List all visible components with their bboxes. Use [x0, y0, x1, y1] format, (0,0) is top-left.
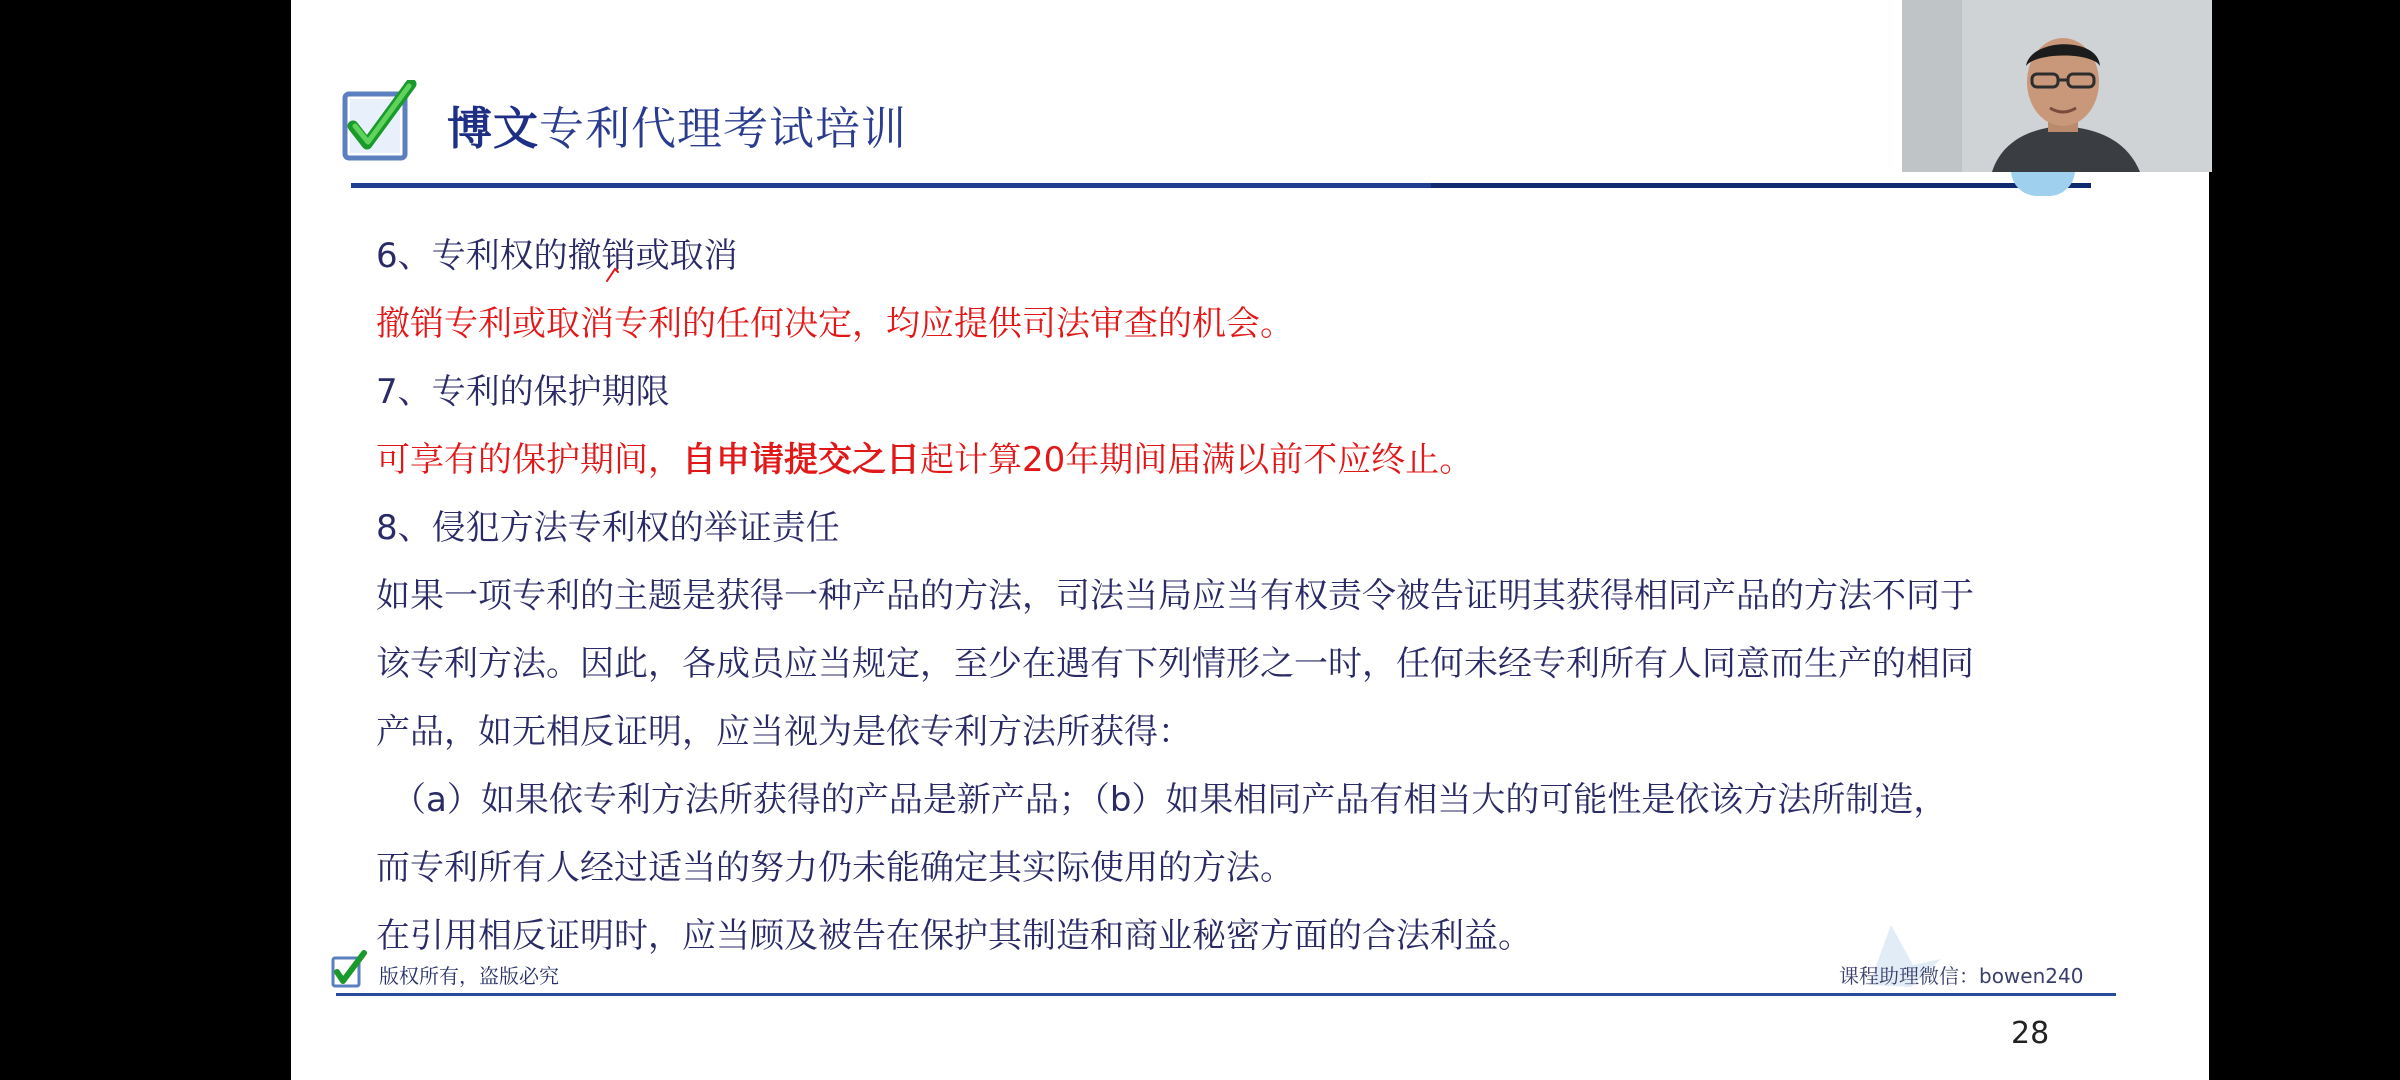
paragraph-burden-line-1: 如果一项专利的主题是获得一种产品的方法，司法当局应当有权责令被告证明其获得相同产品的方法不同于 — [376, 576, 1974, 616]
presenter-webcam — [1902, 0, 2212, 172]
heading-burden-of-proof: 8、侵犯方法专利权的举证责任 — [376, 508, 840, 548]
brand-title-rest: 专利代理考试培训 — [539, 102, 908, 155]
paragraph-revocation: 撤销专利或取消专利的任何决定，均应提供司法审查的机会。 — [376, 304, 1294, 344]
footer-copyright: 版权所有，盗版必究 — [379, 964, 559, 988]
checkmark-box-icon — [341, 80, 417, 164]
protection-term-emphasis: 自申请提交之日 — [682, 440, 920, 480]
pen-annotation-icon — [605, 263, 625, 283]
brand-title — [447, 92, 907, 157]
header-swoosh-decoration — [2011, 170, 2075, 196]
protection-term-post: 起计算20年期间届满以前不应终止。 — [920, 440, 1474, 480]
paragraph-protection-term — [376, 426, 2146, 494]
header-divider-accent — [1431, 183, 2091, 188]
heading-revocation: 6、专利权的撤销或取消 — [376, 236, 738, 276]
presenter-video-icon — [1902, 0, 2212, 172]
slide-content — [376, 222, 2146, 970]
protection-term-pre: 可享有的保护期间， — [376, 440, 682, 480]
paragraph-burden-line-2: 该专利方法。因此，各成员应当规定，至少在遇有下列情形之一时，任何未经专利所有人同意而生产的相同 — [376, 644, 1974, 684]
paragraph-burden-line-6: 在引用相反证明时，应当顾及被告在保护其制造和商业秘密方面的合法利益。 — [376, 916, 1532, 956]
footer-checkmark-icon — [331, 950, 367, 990]
heading-protection-term: 7、专利的保护期限 — [376, 372, 670, 412]
footer-contact: 课程助理微信：bowen240 — [1839, 964, 2084, 988]
brand-title-bold: 博文 — [447, 102, 540, 155]
paragraph-burden-line-3: 产品，如无相反证明，应当视为是依专利方法所获得： — [376, 712, 1192, 752]
paragraph-burden-cases: （a）如果依专利方法所获得的产品是新产品；（b）如果相同产品有相当大的可能性是依该方法所制造， — [392, 780, 1948, 820]
paragraph-burden-line-5: 而专利所有人经过适当的努力仍未能确定其实际使用的方法。 — [376, 848, 1294, 888]
page-number: 28 — [2011, 1016, 2050, 1051]
footer-divider — [336, 993, 2116, 996]
